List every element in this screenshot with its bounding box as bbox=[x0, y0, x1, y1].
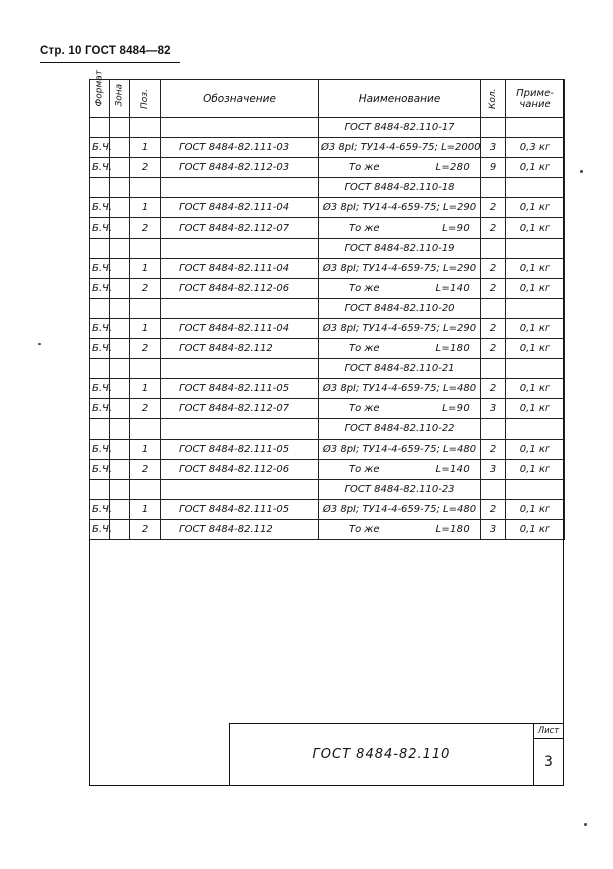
zone-cell bbox=[110, 439, 130, 459]
note-cell: 0,1 кг bbox=[506, 198, 565, 218]
name-cell: Ø3 8рI; ТУ14-4-659-75; L=2000 bbox=[319, 138, 481, 158]
name-cell bbox=[319, 278, 481, 298]
note-cell: 0,3 кг bbox=[506, 138, 565, 158]
format-cell: Б.Ч. bbox=[90, 138, 110, 158]
note-cell: 0,1 кг bbox=[506, 339, 565, 359]
empty-cell bbox=[90, 118, 110, 138]
empty-cell bbox=[130, 238, 161, 258]
name-cell: Ø3 8рI; ТУ14-4-659-75; L=480 bbox=[319, 439, 481, 459]
position-cell: 2 bbox=[130, 519, 161, 539]
scan-speck bbox=[584, 823, 587, 826]
name-cell: Ø3 8рI; ТУ14-4-659-75; L=290 bbox=[319, 318, 481, 338]
header-format: Формат bbox=[90, 80, 110, 118]
table-row bbox=[90, 519, 565, 539]
format-cell: Б.Ч. bbox=[90, 198, 110, 218]
format-cell: Б.Ч. bbox=[90, 519, 110, 539]
quantity-cell: 2 bbox=[481, 218, 506, 238]
format-cell: Б.Ч. bbox=[90, 218, 110, 238]
sheet-number: 3 bbox=[544, 754, 553, 770]
empty-cell bbox=[90, 359, 110, 379]
table-row bbox=[90, 258, 565, 278]
note-cell: 0,1 кг bbox=[506, 218, 565, 238]
empty-cell bbox=[481, 238, 506, 258]
position-cell: 1 bbox=[130, 499, 161, 519]
header-rule bbox=[40, 62, 180, 63]
header-name: Наименование bbox=[319, 80, 481, 118]
designation-cell: ГОСТ 8484-82.112-07 bbox=[161, 399, 319, 419]
empty-cell bbox=[110, 359, 130, 379]
designation-cell: ГОСТ 8484-82.112 bbox=[161, 519, 319, 539]
empty-cell bbox=[161, 238, 319, 258]
name-cell: Ø3 8рI; ТУ14-4-659-75; L=290 bbox=[319, 258, 481, 278]
note-cell: 0,1 кг bbox=[506, 278, 565, 298]
designation-cell: ГОСТ 8484-82.111-05 bbox=[161, 379, 319, 399]
table-row bbox=[90, 379, 565, 399]
designation-cell: ГОСТ 8484-82.111-05 bbox=[161, 499, 319, 519]
position-cell: 1 bbox=[130, 439, 161, 459]
designation-cell: ГОСТ 8484-82.112-06 bbox=[161, 459, 319, 479]
quantity-cell: 3 bbox=[481, 138, 506, 158]
name-ditto: То же bbox=[349, 463, 380, 475]
format-cell: Б.Ч. bbox=[90, 399, 110, 419]
table-header-row bbox=[90, 80, 565, 118]
position-cell: 2 bbox=[130, 278, 161, 298]
empty-cell bbox=[90, 238, 110, 258]
name-ditto: То же bbox=[349, 162, 380, 174]
note-cell: 0,1 кг bbox=[506, 158, 565, 178]
name-length: L=180 bbox=[435, 343, 470, 355]
quantity-cell: 2 bbox=[481, 278, 506, 298]
name-cell: Ø3 8рI; ТУ14-4-659-75; L=480 bbox=[319, 379, 481, 399]
designation-cell: ГОСТ 8484-82.111-05 bbox=[161, 439, 319, 459]
designation-cell: ГОСТ 8484-82.112-03 bbox=[161, 158, 319, 178]
empty-cell bbox=[481, 178, 506, 198]
group-row bbox=[90, 298, 565, 318]
format-cell: Б.Ч. bbox=[90, 318, 110, 338]
title-block-code: ГОСТ 8484-82.110 bbox=[230, 724, 534, 785]
empty-cell bbox=[161, 118, 319, 138]
empty-cell bbox=[506, 419, 565, 439]
quantity-cell: 2 bbox=[481, 439, 506, 459]
header-designation: Обозначение bbox=[161, 80, 319, 118]
name-cell: Ø3 8рI; ТУ14-4-659-75; L=480 bbox=[319, 499, 481, 519]
position-cell: 1 bbox=[130, 379, 161, 399]
quantity-cell: 3 bbox=[481, 459, 506, 479]
table-row bbox=[90, 399, 565, 419]
name-cell bbox=[319, 399, 481, 419]
designation-cell: ГОСТ 8484-82.112 bbox=[161, 339, 319, 359]
page-header: Стр. 10 ГОСТ 8484—82 bbox=[40, 45, 171, 57]
note-cell: 0,1 кг bbox=[506, 399, 565, 419]
quantity-cell: 2 bbox=[481, 379, 506, 399]
empty-cell bbox=[110, 238, 130, 258]
format-cell: Б.Ч. bbox=[90, 439, 110, 459]
empty-cell bbox=[481, 298, 506, 318]
designation-cell: ГОСТ 8484-82.111-04 bbox=[161, 318, 319, 338]
quantity-cell: 9 bbox=[481, 158, 506, 178]
name-ditto: То же bbox=[349, 343, 380, 355]
header-zone: Зона bbox=[110, 80, 130, 118]
zone-cell bbox=[110, 278, 130, 298]
zone-cell bbox=[110, 198, 130, 218]
group-row bbox=[90, 359, 565, 379]
quantity-cell: 2 bbox=[481, 339, 506, 359]
scan-speck bbox=[580, 170, 583, 173]
empty-cell bbox=[506, 178, 565, 198]
group-name: ГОСТ 8484-82.110-21 bbox=[319, 359, 481, 379]
format-cell: Б.Ч. bbox=[90, 339, 110, 359]
quantity-cell: 3 bbox=[481, 399, 506, 419]
header-quantity: Кол. bbox=[481, 80, 506, 118]
empty-cell bbox=[161, 359, 319, 379]
designation-cell: ГОСТ 8484-82.111-04 bbox=[161, 198, 319, 218]
name-length: L=90 bbox=[442, 222, 470, 234]
empty-cell bbox=[161, 298, 319, 318]
zone-cell bbox=[110, 459, 130, 479]
empty-cell bbox=[506, 238, 565, 258]
note-cell: 0,1 кг bbox=[506, 519, 565, 539]
quantity-cell: 2 bbox=[481, 198, 506, 218]
name-ditto: То же bbox=[349, 282, 380, 294]
group-row bbox=[90, 479, 565, 499]
group-name: ГОСТ 8484-82.110-17 bbox=[319, 118, 481, 138]
empty-cell bbox=[130, 178, 161, 198]
group-row bbox=[90, 419, 565, 439]
empty-cell bbox=[481, 479, 506, 499]
sheet-label: Лист bbox=[534, 724, 563, 739]
name-length: L=180 bbox=[435, 523, 470, 535]
name-ditto: То же bbox=[349, 222, 380, 234]
empty-cell bbox=[90, 298, 110, 318]
empty-cell bbox=[130, 298, 161, 318]
format-cell: Б.Ч. bbox=[90, 278, 110, 298]
empty-cell bbox=[161, 479, 319, 499]
table-row bbox=[90, 318, 565, 338]
table-row bbox=[90, 339, 565, 359]
position-cell: 1 bbox=[130, 318, 161, 338]
quantity-cell: 2 bbox=[481, 499, 506, 519]
note-cell: 0,1 кг bbox=[506, 318, 565, 338]
empty-cell bbox=[90, 178, 110, 198]
group-name: ГОСТ 8484-82.110-20 bbox=[319, 298, 481, 318]
empty-cell bbox=[110, 178, 130, 198]
name-cell bbox=[319, 459, 481, 479]
empty-cell bbox=[130, 118, 161, 138]
name-ditto: То же bbox=[349, 403, 380, 415]
quantity-cell: 3 bbox=[481, 519, 506, 539]
position-cell: 1 bbox=[130, 138, 161, 158]
position-cell: 2 bbox=[130, 339, 161, 359]
name-ditto: То же bbox=[349, 523, 380, 535]
empty-cell bbox=[130, 479, 161, 499]
note-cell: 0,1 кг bbox=[506, 499, 565, 519]
empty-cell bbox=[110, 118, 130, 138]
empty-cell bbox=[506, 298, 565, 318]
sheet-box bbox=[534, 724, 563, 785]
empty-cell bbox=[110, 298, 130, 318]
format-cell: Б.Ч. bbox=[90, 379, 110, 399]
position-cell: 2 bbox=[130, 399, 161, 419]
table-row bbox=[90, 439, 565, 459]
zone-cell bbox=[110, 519, 130, 539]
empty-cell bbox=[90, 419, 110, 439]
group-name: ГОСТ 8484-82.110-18 bbox=[319, 178, 481, 198]
empty-cell bbox=[506, 479, 565, 499]
empty-cell bbox=[110, 419, 130, 439]
zone-cell bbox=[110, 258, 130, 278]
table-row bbox=[90, 138, 565, 158]
group-name: ГОСТ 8484-82.110-23 bbox=[319, 479, 481, 499]
zone-cell bbox=[110, 399, 130, 419]
group-row bbox=[90, 178, 565, 198]
table-row bbox=[90, 158, 565, 178]
name-length: L=140 bbox=[435, 282, 470, 294]
group-row bbox=[90, 238, 565, 258]
scan-speck bbox=[38, 343, 41, 345]
position-cell: 1 bbox=[130, 258, 161, 278]
note-cell: 0,1 кг bbox=[506, 459, 565, 479]
name-length: L=280 bbox=[435, 162, 470, 174]
position-cell: 2 bbox=[130, 158, 161, 178]
empty-cell bbox=[506, 118, 565, 138]
note-cell: 0,1 кг bbox=[506, 379, 565, 399]
table-row bbox=[90, 499, 565, 519]
note-cell: 0,1 кг bbox=[506, 258, 565, 278]
title-block bbox=[229, 723, 564, 786]
empty-cell bbox=[161, 419, 319, 439]
format-cell: Б.Ч. bbox=[90, 459, 110, 479]
header-position: Поз. bbox=[130, 80, 161, 118]
zone-cell bbox=[110, 158, 130, 178]
empty-cell bbox=[506, 359, 565, 379]
zone-cell bbox=[110, 138, 130, 158]
zone-cell bbox=[110, 318, 130, 338]
designation-cell: ГОСТ 8484-82.112-07 bbox=[161, 218, 319, 238]
designation-cell: ГОСТ 8484-82.111-04 bbox=[161, 258, 319, 278]
name-length: L=90 bbox=[442, 403, 470, 415]
group-row bbox=[90, 118, 565, 138]
empty-cell bbox=[481, 359, 506, 379]
designation-cell: ГОСТ 8484-82.111-03 bbox=[161, 138, 319, 158]
table-row bbox=[90, 459, 565, 479]
position-cell: 2 bbox=[130, 218, 161, 238]
name-cell bbox=[319, 339, 481, 359]
format-cell: Б.Ч. bbox=[90, 258, 110, 278]
zone-cell bbox=[110, 499, 130, 519]
empty-cell bbox=[130, 359, 161, 379]
group-name: ГОСТ 8484-82.110-19 bbox=[319, 238, 481, 258]
empty-cell bbox=[130, 419, 161, 439]
position-cell: 1 bbox=[130, 198, 161, 218]
empty-cell bbox=[481, 118, 506, 138]
specification-table bbox=[89, 69, 565, 540]
position-cell: 2 bbox=[130, 459, 161, 479]
zone-cell bbox=[110, 339, 130, 359]
group-name: ГОСТ 8484-82.110-22 bbox=[319, 419, 481, 439]
name-length: L=140 bbox=[435, 463, 470, 475]
table-row bbox=[90, 218, 565, 238]
zone-cell bbox=[110, 379, 130, 399]
note-cell: 0,1 кг bbox=[506, 439, 565, 459]
table-row bbox=[90, 278, 565, 298]
empty-cell bbox=[90, 479, 110, 499]
name-cell bbox=[319, 519, 481, 539]
empty-cell bbox=[481, 419, 506, 439]
table-row bbox=[90, 198, 565, 218]
name-cell bbox=[319, 158, 481, 178]
header-note: Приме- чание bbox=[506, 80, 565, 118]
name-cell: Ø3 8рI; ТУ14-4-659-75; L=290 bbox=[319, 198, 481, 218]
name-cell bbox=[319, 218, 481, 238]
designation-cell: ГОСТ 8484-82.112-06 bbox=[161, 278, 319, 298]
quantity-cell: 2 bbox=[481, 258, 506, 278]
empty-cell bbox=[110, 479, 130, 499]
quantity-cell: 2 bbox=[481, 318, 506, 338]
zone-cell bbox=[110, 218, 130, 238]
format-cell: Б.Ч. bbox=[90, 158, 110, 178]
format-cell: Б.Ч. bbox=[90, 499, 110, 519]
empty-cell bbox=[161, 178, 319, 198]
